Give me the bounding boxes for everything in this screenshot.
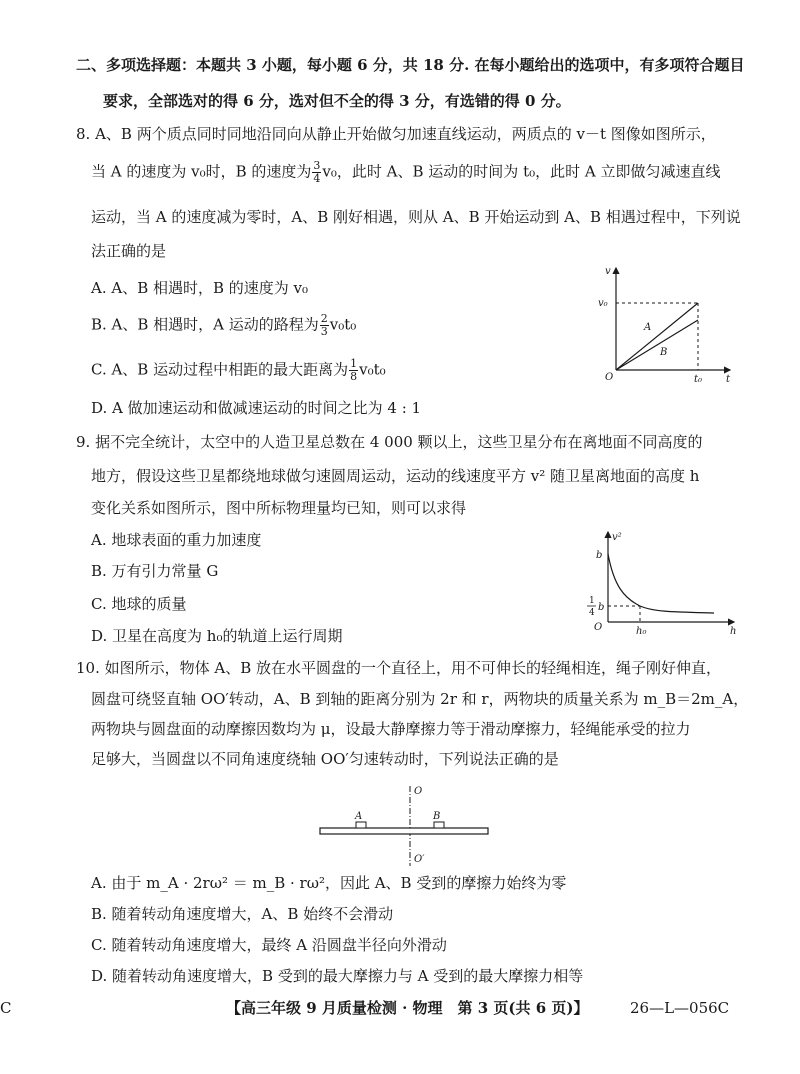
q9-option-b: B. 万有引力常量 G [91, 562, 219, 580]
q10-disk [320, 828, 488, 834]
q9-v2-axis-label: v² [612, 532, 622, 543]
q8-v0-label: v₀ [598, 298, 608, 309]
q9-option-a: A. 地球表面的重力加速度 [91, 531, 262, 549]
q9-quarter-num: 1 [589, 596, 595, 606]
q9-curve [608, 554, 714, 613]
q9-stem-line1: 9. 据不完全统计，太空中的人造卫星总数在 4 000 颗以上，这些卫星分布在离地面不同高度的 [76, 433, 703, 451]
q8-stem-line4: 法正确的是 [91, 242, 167, 260]
q10-option-d: D. 随着转动角速度增大，B 受到的最大摩擦力与 A 受到的最大摩擦力相等 [91, 967, 584, 985]
q8-t-axis-label: t [726, 374, 731, 384]
q10-block-b [434, 822, 444, 828]
q8-stem-line2-a: 当 A 的速度为 v₀时，B 的速度为 [91, 162, 312, 181]
q8-origin-label: O [605, 372, 614, 383]
q8-stem-line2-b: v₀，此时 A、B 运动的时间为 t₀，此时 A 立即做匀减速直线 [322, 162, 721, 181]
q9-quarter-b: b [598, 602, 605, 613]
footer-page-info: 【高三年级 9 月质量检测 · 物理 第 3 页(共 6 页)】 [226, 999, 589, 1017]
q10-option-b: B. 随着转动角速度增大，A、B 始终不会滑动 [91, 905, 394, 923]
section-instructions: 要求，全部选对的得 6 分，选对但不全的得 3 分，有选错的得 0 分。 [103, 92, 571, 110]
q10-label-a: A [355, 811, 363, 822]
q8-vt-graph [596, 262, 736, 384]
q8-frac-den: 4 [313, 172, 321, 185]
q9-quarter-den: 4 [589, 608, 595, 618]
q10-option-a: A. 由于 m_A · 2rω² ＝ m_B · rω²，因此 A、B 受到的摩擦力始终为零 [91, 874, 567, 892]
q8-option-b [91, 313, 356, 338]
footer-code: 26—L—056C [630, 999, 730, 1017]
q8-v-axis-label: v [605, 266, 611, 277]
q9-v2h-graph [584, 526, 740, 638]
q9-b-label: b [596, 550, 603, 561]
q9-origin-label: O [594, 622, 603, 633]
q8-stem-line1: 8. A、B 两个质点同时同地沿同向从静止开始做匀加速直线运动，两质点的 v－t 图像如图所示， [76, 125, 716, 143]
q9-option-d: D. 卫星在高度为 h₀的轨道上运行周期 [91, 627, 343, 645]
q8-option-b-text: B. A、B 相遇时，A 运动的路程为 [91, 315, 319, 334]
q8-option-b-unit: v₀t₀ [329, 315, 357, 334]
q8-stem-line3: 运动，当 A 的速度减为零时，A、B 刚好相遇，则从 A、B 开始运动到 A、B 相遇过程中，下列说 [91, 208, 741, 226]
q9-stem-line2: 地方，假设这些卫星都绕地球做匀速圆周运动，运动的线速度平方 v² 随卫星离地面的高度 h [91, 467, 700, 485]
q8-option-d: D. A 做加速运动和做减速运动的时间之比为 4 : 1 [91, 399, 422, 417]
q10-stem-line2: 圆盘可绕竖直轴 OO′转动，A、B 到轴的距离分别为 2r 和 r，两物块的质量关系为 m_B＝2m_A， [91, 690, 749, 708]
q8-option-c-unit: v₀t₀ [359, 360, 386, 379]
q8-optb-den: 3 [320, 325, 328, 338]
q10-label-o: O [414, 786, 423, 797]
q8-optb-num: 2 [320, 312, 328, 325]
q10-label-b: B [433, 811, 441, 822]
q10-stem-line4: 足够大，当圆盘以不同角速度绕轴 OO′匀速转动时，下列说法正确的是 [91, 750, 559, 768]
q8-line-b-label: B [660, 347, 668, 358]
q9-stem-line3: 变化关系如图所示，图中所标物理量均已知，则可以求得 [91, 499, 467, 517]
q9-h-axis-label: h [730, 626, 737, 637]
q8-frac-num: 3 [313, 159, 321, 172]
q9-h0-label: h₀ [636, 626, 647, 637]
q10-disk-diagram [316, 782, 492, 870]
q8-option-b-fraction [320, 313, 329, 338]
q10-option-c: C. 随着转动角速度增大，最终 A 沿圆盘半径向外滑动 [91, 936, 447, 954]
q8-option-c-text: C. A、B 运动过程中相距的最大距离为 [91, 360, 349, 379]
q8-fraction-three-quarters [312, 160, 321, 185]
q8-option-a: A. A、B 相遇时，B 的速度为 v₀ [91, 279, 309, 297]
q8-t0-label: t₀ [694, 374, 703, 384]
q10-block-a [356, 822, 366, 828]
section-heading: 二、多项选择题：本题共 3 小题，每小题 6 分，共 18 分. 在每小题给出的选项中，有多项符合题目 [76, 56, 745, 74]
q10-stem-line3: 两物块与圆盘面的动摩擦因数均为 μ，设最大静摩擦力等于滑动摩擦力，轻绳能承受的拉力 [91, 720, 691, 738]
q8-option-c-fraction [349, 358, 358, 383]
q10-label-o-prime: O′ [414, 854, 425, 865]
q8-option-c [91, 358, 386, 383]
q8-line-b [616, 320, 698, 370]
q8-stem-line2 [91, 160, 720, 185]
q9-option-c: C. 地球的质量 [91, 595, 187, 613]
q10-stem-line1: 10. 如图所示，物体 A、B 放在水平圆盘的一个直径上，用不可伸长的轻绳相连，绳子刚好伸直， [76, 659, 722, 677]
q8-optc-num: 1 [350, 357, 358, 370]
q8-line-a [616, 303, 698, 370]
q8-optc-den: 8 [350, 370, 358, 383]
q8-line-a-label: A [644, 322, 652, 333]
footer-left-mark: C [0, 999, 12, 1017]
